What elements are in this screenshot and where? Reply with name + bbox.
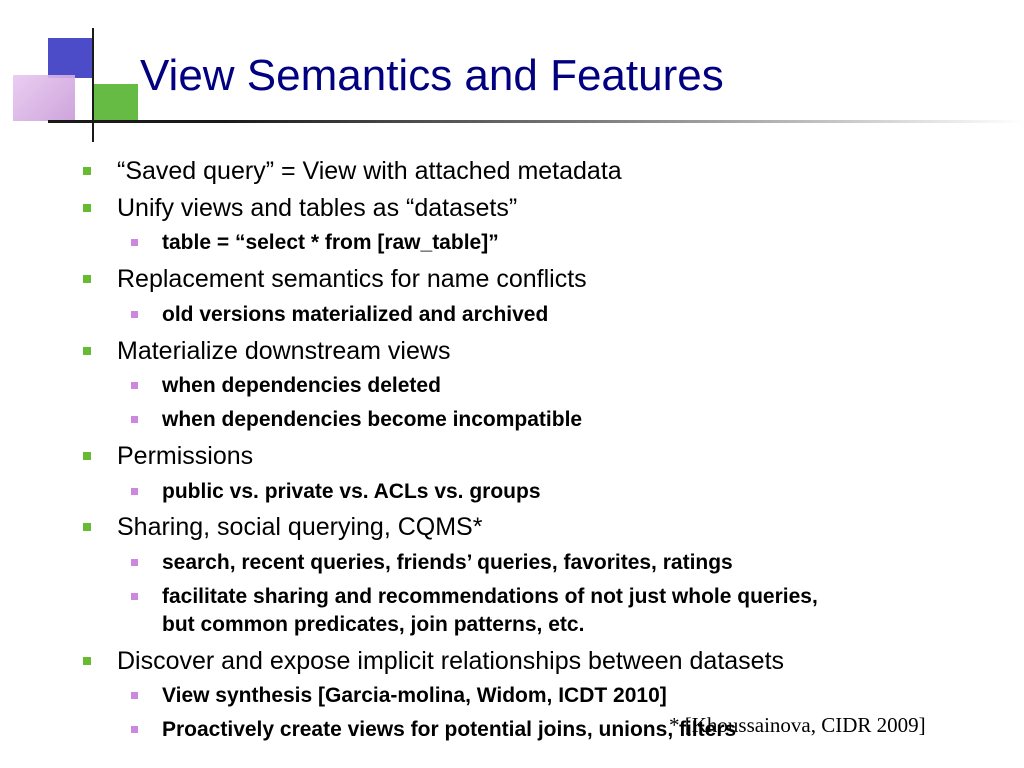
bullet-text: Discover and expose implicit relationships between datasets	[117, 647, 785, 675]
sub-bullet-view-synthesis	[162, 682, 982, 710]
sub-bullet-search-queries	[162, 549, 982, 577]
sub-bullet-text: when dependencies deleted	[162, 374, 441, 397]
sub-bullet-icon	[131, 593, 138, 600]
sub-bullet-icon	[131, 311, 138, 318]
bullet-sharing	[117, 512, 482, 542]
bullet-materialize-views	[117, 336, 450, 366]
sub-bullet-icon	[131, 692, 138, 699]
sub-bullet-dependencies-deleted	[162, 372, 982, 400]
bullet-icon	[83, 657, 91, 665]
sub-bullet-text: when dependencies become incompatible	[162, 408, 583, 431]
sub-bullet-text: View synthesis [Garcia-molina, Widom, ICDT 2010]	[162, 684, 667, 707]
bullet-text: Replacement semantics for name conflicts	[117, 265, 587, 293]
sub-bullet-icon	[131, 488, 138, 495]
bullet-saved-query	[117, 156, 622, 186]
sub-bullet-text: old versions materialized and archived	[162, 303, 549, 326]
bullet-icon	[83, 347, 91, 355]
sub-bullet-text: search, recent queries, friends’ queries, favorites, ratings	[162, 551, 733, 574]
bullet-text: Materialize downstream views	[117, 337, 451, 365]
bullet-permissions	[117, 441, 253, 471]
bullet-icon	[83, 204, 91, 212]
sub-bullet-text: public vs. private vs. ACLs vs. groups	[162, 480, 541, 503]
sub-bullet-text-line2: but common predicates, join patterns, etc.	[162, 613, 585, 636]
sub-bullet-raw-table	[162, 229, 982, 257]
bullet-text: Sharing, social querying, CQMS*	[117, 513, 483, 541]
sub-bullet-icon	[131, 382, 138, 389]
bullet-text: “Saved query” = View with attached metadata	[117, 157, 622, 185]
bullet-icon	[83, 523, 91, 531]
slide-title: View Semantics and Features	[140, 51, 724, 100]
sub-bullet-icon	[131, 726, 138, 733]
sub-bullet-text-line1: facilitate sharing and recommendations of not just whole queries,	[162, 585, 818, 608]
sub-bullet-text: Proactively create views for potential joins, unions, filters	[162, 718, 737, 741]
sub-bullet-old-versions	[162, 301, 982, 329]
sub-bullet-icon	[131, 559, 138, 566]
citation-footnote: * [Khoussainova, CIDR 2009]	[669, 713, 926, 737]
sub-bullet-text: table = “select * from [raw_table]”	[162, 231, 499, 254]
bullet-text: Permissions	[117, 442, 254, 470]
bullet-unify-views	[117, 193, 517, 223]
sub-bullet-icon	[131, 239, 138, 246]
bullet-replacement-semantics	[117, 264, 587, 294]
sub-bullet-facilitate-sharing	[162, 583, 982, 639]
bullet-icon	[83, 452, 91, 460]
sub-bullet-acl	[162, 478, 982, 506]
bullet-discover-relationships	[117, 646, 784, 676]
sub-bullet-icon	[131, 416, 138, 423]
bullet-text: Unify views and tables as “datasets”	[117, 194, 518, 222]
bullet-icon	[83, 167, 91, 175]
bullet-icon	[83, 275, 91, 283]
sub-bullet-dependencies-incompatible	[162, 406, 982, 434]
